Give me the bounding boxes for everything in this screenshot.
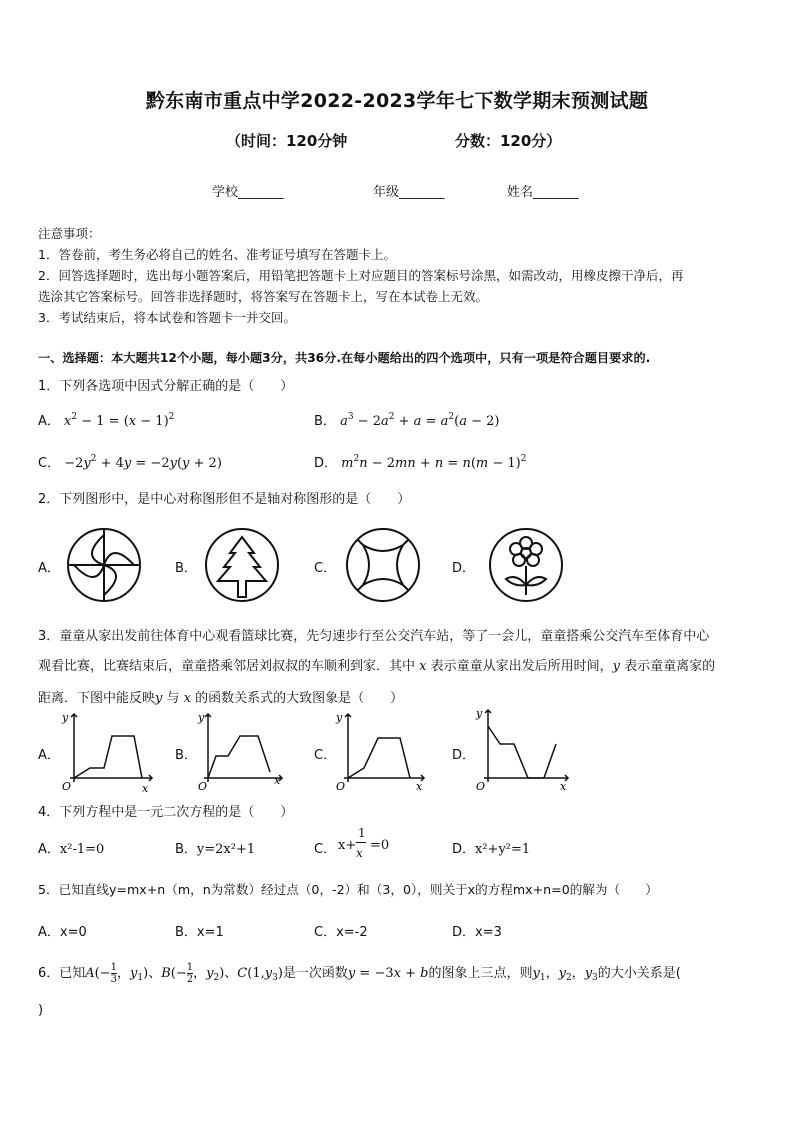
q4-d-text: x²+y²=1 <box>475 842 531 857</box>
q3-c-label[interactable]: C． <box>314 748 337 763</box>
q3-a-y: y <box>62 711 69 724</box>
q4-c-fraction-bar <box>356 842 366 843</box>
q3-c-origin: O <box>336 780 346 793</box>
q3-d-x: x <box>560 780 567 793</box>
q1-a-expr: $x^2 - 1 = (x - 1)^2$ <box>64 412 175 429</box>
q3-b-x: x <box>274 774 281 787</box>
q5-stem: 5．已知直线y=mx+n（m，n为常数）经过点（0，-2）和（3，0），则关于x的方程mx+n=0的解为（ ） <box>38 882 658 897</box>
q4-option-a[interactable]: A．x²-1=0 <box>38 842 105 857</box>
q5-option-c[interactable]: C．x=-2 <box>314 925 368 940</box>
q3-graph-a <box>60 710 160 795</box>
q3-c-x: x <box>416 780 423 793</box>
q5-option-b[interactable]: B．x=1 <box>175 925 224 940</box>
q1-option-d[interactable] <box>314 452 526 471</box>
q3-graph-d <box>474 706 574 792</box>
section-heading: 一、选择题：本大题共12个小题，每小题3分，共36分.在每小题给出的四个选项中，只有一项是符合题目要求的. <box>38 351 651 365</box>
q3-line-1: 3．童童从家出发前往体育中心观看篮球比赛，先匀速步行至公交汽车站，等了一会儿，童童搭乘公交汽车至体育中心 <box>38 629 710 644</box>
tree-icon <box>204 527 280 603</box>
q3-graph-c <box>334 710 434 793</box>
q3-c-y: y <box>336 711 343 724</box>
q2-d-label[interactable]: D． <box>452 561 476 576</box>
q6-line-2: ) <box>38 1003 44 1018</box>
q1-d-label: D． <box>314 456 338 471</box>
q1-option-a[interactable] <box>38 410 174 429</box>
name-field: 姓名_______ <box>507 185 579 200</box>
notice-item-2a: 2．回答选择题时，选出每小题答案后，用铅笔把答题卡上对应题目的答案标号涂黑，如需改动，用橡皮擦干净后，再 <box>38 268 684 283</box>
q2-stem: 2．下列图形中，是中心对称图形但不是轴对称图形的是（ ） <box>38 492 411 507</box>
school-field: 学校_______ <box>212 185 284 200</box>
q1-option-c[interactable] <box>38 452 222 471</box>
q4-a-text: x²-1=0 <box>59 842 105 857</box>
q4-option-b[interactable]: B．y=2x²+1 <box>175 842 256 857</box>
q6-function: y = −3x + b <box>347 966 429 981</box>
q3-line-2: 观看比赛，比赛结束后，童童搭乘邻居刘叔叔的车顺利到家．其中 x 表示童童从家出发后所用时间，y 表示童童离家的 <box>38 659 716 674</box>
q3-a-x: x <box>142 782 149 795</box>
q3-line-3: 距离．下图中能反映y 与 x 的函数关系式的大致图象是（ ） <box>38 691 404 706</box>
q1-d-expr: $m^2n - 2mn + n = n(m - 1)^2$ <box>341 454 527 471</box>
notice-item-3: 3．考试结束后，将本试卷和答题卡一并交回。 <box>38 310 296 325</box>
q6-points: A(− $\frac{1}{3}$ ，$y_1$)、B(− $\frac{1}{2}$ ，$y_2$)、$C(1,y_3)$ <box>85 962 283 985</box>
q3-d-label[interactable]: D． <box>452 748 476 763</box>
score-label: 分数：120分） <box>455 132 562 150</box>
flower-icon <box>488 527 564 603</box>
q2-b-label[interactable]: B． <box>175 561 197 576</box>
q6-line-1: 6．已知A(− $\frac{1}{3}$ ，$y_1$)、B(− $\frac{1}{2}$ ，$y_2$)、$C(1,y_3)$是一次函数y = −3x + b的图象上三点，则$y_1$，$y_2$，$y_3$的大小关系是( <box>38 962 681 985</box>
notice-heading: 注意事项： <box>38 226 101 241</box>
q3-b-label[interactable]: B． <box>175 748 197 763</box>
q3-b-y: y <box>198 711 205 724</box>
time-label: （时间：120分钟 <box>226 132 348 150</box>
notice-item-2b: 选涂其它答案标号。回答非选择题时，将答案写在答题卡上，写在本试卷上无效。 <box>38 289 489 304</box>
q1-a-label: A． <box>38 414 60 429</box>
q2-a-label[interactable]: A． <box>38 561 60 576</box>
q3-graph-b <box>198 710 290 793</box>
q3-b-origin: O <box>198 780 208 793</box>
q1-c-label: C． <box>38 456 61 471</box>
q4-c-numerator: 1 <box>358 826 366 840</box>
q3-d-y: y <box>476 707 483 720</box>
q3-d-origin: O <box>476 780 486 793</box>
q3-a-label[interactable]: A． <box>38 748 60 763</box>
q5-option-d[interactable]: D．x=3 <box>452 925 502 940</box>
page-title: 黔东南市重点中学2022-2023学年七下数学期末预测试题 <box>145 90 649 112</box>
q4-stem: 4．下列方程中是一元二次方程的是（ ） <box>38 805 294 820</box>
grade-field: 年级_______ <box>373 185 445 200</box>
q1-option-b[interactable] <box>314 410 499 429</box>
q6-vars: $y_1$，$y_2$，$y_3$ <box>532 966 598 983</box>
notice-item-1: 1．答卷前，考生务必将自己的姓名、准考证号填写在答题卡上。 <box>38 247 396 262</box>
q1-b-label: B． <box>314 414 336 429</box>
q1-stem: 1．下列各选项中因式分解正确的是（ ） <box>38 379 294 394</box>
q1-b-expr: $a^3 - 2a^2 + a = a^2(a - 2)$ <box>340 412 500 429</box>
q5-option-a[interactable]: A．x=0 <box>38 925 87 940</box>
q4-c-denominator: x <box>356 846 363 860</box>
q2-c-label[interactable]: C． <box>314 561 337 576</box>
q3-a-origin: O <box>62 780 72 793</box>
exam-page: 黔东南市重点中学2022-2023学年七下数学期末预测试题 （时间：120分钟 分数：120分） 学校_______ 年级_______ 姓名_______ 注意事项： 1．答卷前，考生务必将自己的姓名、准考证号填写在答题卡上。 2．回答选择题时，选出每小题答案后，用铅笔把答题卡上对应题目的答案标号涂黑，如需改动，用橡皮擦干净后，再 选涂其它答案标号。回答非选择题时，将答案写在答题卡上，写在本试卷上无效。 3．考试结束后，将本试卷和答题卡一并交回。 一、选择题：本大题共12个小题，每小题3分，共36分.在每小题给出的四个选项中，只有一项是符合题目要求的. 1．下列各选项中因式分解正确的是（ ） A． $x^2 - 1 = (x - 1)^2$ B． $a^3 - 2a^2 + a = a^2(a - 2)$ C． $-2y^2 + 4y = -2y(y + 2)$ D． $m^2n - 2mn + n = n(m - 1)^2$ 2．下列图形中，是中心对称图形但不是轴对称图形的是（ ） A． B． C． D． 3．童童从家出发前往体育中心观看篮球比赛，先匀速步行至公交汽车站，等了一会儿，童童搭乘公交汽车至体育中心 观看比赛，比赛结束后，童童搭乘邻居刘叔叔的车顺利到家．其中 x 表示童童从家出发后所用时间，y 表示童童离家的 距离．下图中能反映y 与 x 的函数关系式的大致图象是（ ） A． y x O B． y x O C． y x O D． y x O 4．下列方程中是一元二次方程的是（ ） A．x²-1=0 B．y=2x²+1 C． x+ 1 x =0 D．x²+y²=1 5．已知直线y=mx+n（m，n为常数）经过点（0，-2）和（3，0），则关于x的方程mx+n=0的解为（ ） A．x=0 B．x=1 C．x=-2 D．x=3 6．已知A(− $\frac{1}{3}$ ，$y_1$)、B(− $\frac{1}{2}$ ，$y_2$)、$C(1,y_3)$是一次函数y = −3x + b的图象上三点，则$y_1$，$y_2$，$y_3$的大小关系是( ) <box>0 0 794 1123</box>
concave-square-icon <box>345 527 421 603</box>
q4-b-text: y=2x²+1 <box>196 842 256 857</box>
pinwheel-icon <box>66 527 142 603</box>
q4-option-d[interactable]: D．x²+y²=1 <box>452 842 531 857</box>
q1-c-expr: $-2y^2 + 4y = -2y(y + 2)$ <box>60 454 222 471</box>
